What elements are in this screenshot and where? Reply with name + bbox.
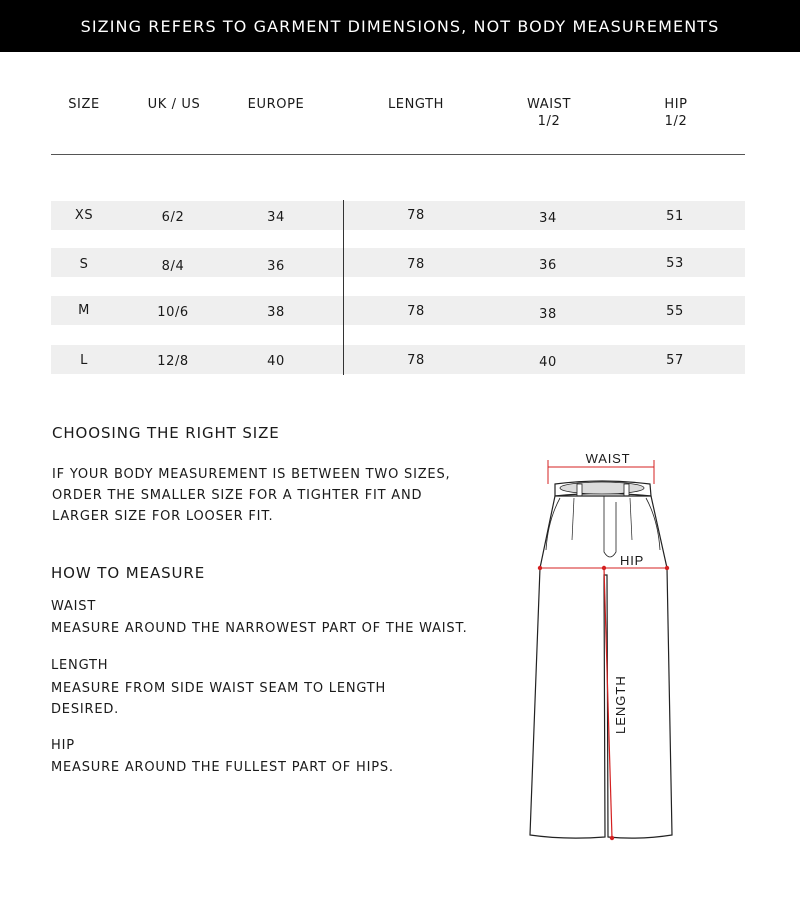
length-point-bottom	[610, 836, 614, 840]
cell-hip: 55	[666, 304, 684, 319]
choosing-line: LARGER SIZE FOR LOOSER FIT.	[52, 509, 274, 524]
trouser-outline	[530, 496, 672, 838]
cell-size: L	[80, 353, 88, 368]
header-size	[52, 96, 116, 113]
cell-uk-us: 8/4	[161, 259, 185, 274]
cell-waist: 34	[539, 211, 557, 226]
cell-length: 78	[407, 353, 425, 368]
choosing-text	[52, 464, 450, 527]
cell-hip: 57	[666, 353, 684, 368]
waist-instruction: MEASURE AROUND THE NARROWEST PART OF THE WAIST.	[51, 621, 468, 636]
hip-point-right	[665, 566, 669, 570]
cell-uk-us: 10/6	[157, 305, 189, 320]
length-label: LENGTH	[51, 658, 109, 673]
column-divider	[343, 200, 344, 375]
header-hip-label: HIP	[664, 97, 688, 112]
cell-europe: 34	[267, 210, 285, 225]
cell-waist: 36	[539, 258, 557, 273]
cell-europe: 40	[267, 354, 285, 369]
cell-size: XS	[74, 208, 94, 223]
header-divider	[51, 154, 745, 155]
hip-instruction: MEASURE AROUND THE FULLEST PART OF HIPS.	[51, 760, 394, 775]
choosing-line: ORDER THE SMALLER SIZE FOR A TIGHTER FIT AND	[52, 488, 423, 503]
header-europe	[236, 96, 316, 113]
choosing-line: IF YOUR BODY MEASUREMENT IS BETWEEN TWO SIZES,	[52, 467, 451, 482]
cell-length: 78	[407, 304, 425, 319]
header-waist-sub: 1/2	[537, 114, 561, 129]
header-waist	[509, 96, 589, 130]
cell-size: S	[79, 257, 89, 272]
header-europe-label: EUROPE	[247, 97, 305, 112]
cell-size: M	[78, 303, 90, 318]
cell-uk-us: 6/2	[161, 210, 185, 225]
cell-europe: 36	[267, 259, 285, 274]
length-instruction	[51, 678, 386, 720]
cell-waist: 38	[539, 307, 557, 322]
cell-length: 78	[407, 257, 425, 272]
choosing-title: CHOOSING THE RIGHT SIZE	[52, 424, 280, 442]
top-banner	[0, 0, 800, 52]
cell-uk-us: 12/8	[157, 354, 189, 369]
belt-loop-right	[624, 484, 629, 496]
banner-text: SIZING REFERS TO GARMENT DIMENSIONS, NOT BODY MEASUREMENTS	[80, 16, 720, 36]
trousers-diagram	[520, 440, 690, 850]
length-point-top	[602, 566, 606, 570]
length-line: DESIRED.	[51, 702, 120, 717]
hip-diagram-label: HIP	[620, 553, 645, 568]
header-length-label: LENGTH	[387, 97, 445, 112]
header-length	[376, 96, 456, 113]
header-hip	[636, 96, 716, 130]
how-title: HOW TO MEASURE	[51, 564, 206, 582]
hip-label: HIP	[51, 738, 75, 753]
cell-hip: 51	[666, 209, 684, 224]
header-size-label: SIZE	[68, 97, 100, 112]
length-diagram-label: LENGTH	[613, 675, 628, 734]
hip-point-left	[538, 566, 542, 570]
cell-europe: 38	[267, 305, 285, 320]
waistband-inner	[560, 482, 644, 494]
cell-waist: 40	[539, 355, 557, 370]
waist-label: WAIST	[51, 599, 97, 614]
length-line: MEASURE FROM SIDE WAIST SEAM TO LENGTH	[51, 681, 387, 696]
header-waist-label: WAIST	[526, 97, 572, 112]
header-hip-sub: 1/2	[664, 114, 688, 129]
waist-diagram-label: WAIST	[585, 451, 631, 466]
cell-hip: 53	[666, 256, 684, 271]
header-uk-us-label: UK / US	[147, 97, 201, 112]
belt-loop-left	[577, 484, 582, 496]
header-uk-us	[136, 96, 212, 113]
cell-length: 78	[407, 208, 425, 223]
